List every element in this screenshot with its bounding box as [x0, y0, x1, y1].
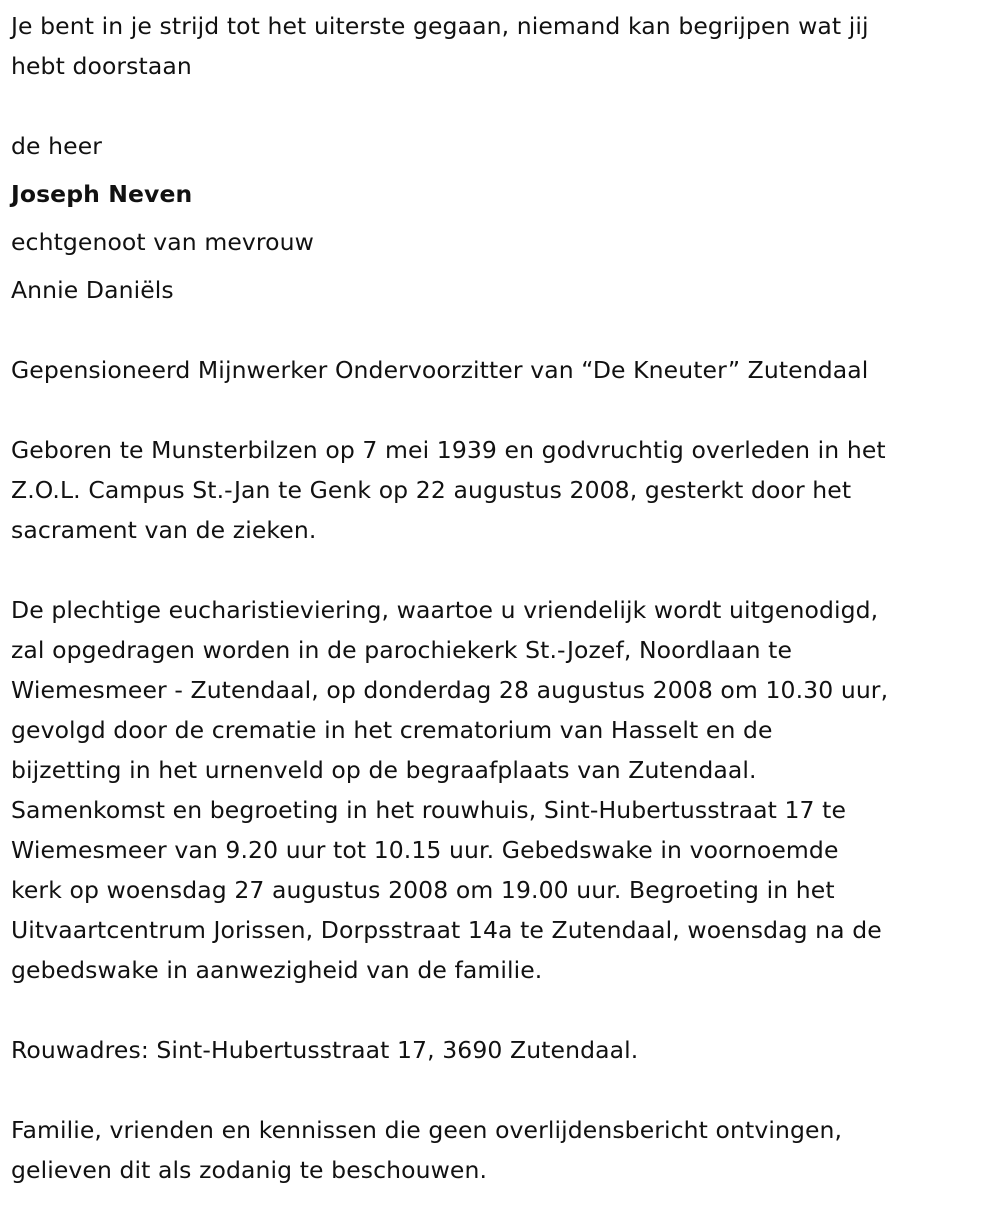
closing-note-line-2: gelieven dit als zodanig te beschouwen. [11, 1156, 488, 1184]
ceremony-line-5: bijzetting in het urnenveld op de begraafplaats van Zutendaal. [11, 756, 757, 784]
spouse-intro: echtgenoot van mevrouw [11, 228, 314, 256]
ceremony-line-7: Wiemesmeer van 9.20 uur tot 10.15 uur. Gebedswake in voornoemde [11, 836, 839, 864]
opening-quote-line-2: hebt doorstaan [11, 52, 192, 80]
ceremony-line-2: zal opgedragen worden in de parochiekerk St.-Jozef, Noordlaan te [11, 636, 793, 664]
ceremony-line-1: De plechtige eucharistieviering, waartoe u vriendelijk wordt uitgenodigd, [11, 596, 879, 624]
ceremony-line-4: gevolgd door de crematie in het crematorium van Hasselt en de [11, 716, 773, 744]
mourning-address: Rouwadres: Sint-Hubertusstraat 17, 3690 Zutendaal. [11, 1036, 639, 1064]
spouse-name: Annie Daniëls [11, 276, 174, 304]
ceremony-line-10: gebedswake in aanwezigheid van de familie. [11, 956, 543, 984]
closing-note-line-1: Familie, vrienden en kennissen die geen overlijdensbericht ontvingen, [11, 1116, 843, 1144]
deceased-name: Joseph Neven [11, 180, 193, 208]
birth-death-line-1: Geboren te Munsterbilzen op 7 mei 1939 en godvruchtig overleden in het [11, 436, 886, 464]
opening-quote-line-1: Je bent in je strijd tot het uiterste gegaan, niemand kan begrijpen wat jij [11, 12, 869, 40]
honorific-title: de heer [11, 132, 103, 160]
ceremony-line-3: Wiemesmeer - Zutendaal, op donderdag 28 augustus 2008 om 10.30 uur, [11, 676, 889, 704]
ceremony-line-9: Uitvaartcentrum Jorissen, Dorpsstraat 14a te Zutendaal, woensdag na de [11, 916, 882, 944]
occupation-line: Gepensioneerd Mijnwerker Ondervoorzitter van “De Kneuter” Zutendaal [11, 356, 869, 384]
ceremony-line-6: Samenkomst en begroeting in het rouwhuis, Sint-Hubertusstraat 17 te [11, 796, 847, 824]
birth-death-line-2: Z.O.L. Campus St.-Jan te Genk op 22 augustus 2008, gesterkt door het [11, 476, 852, 504]
ceremony-line-8: kerk op woensdag 27 augustus 2008 om 19.00 uur. Begroeting in het [11, 876, 835, 904]
birth-death-line-3: sacrament van de zieken. [11, 516, 317, 544]
